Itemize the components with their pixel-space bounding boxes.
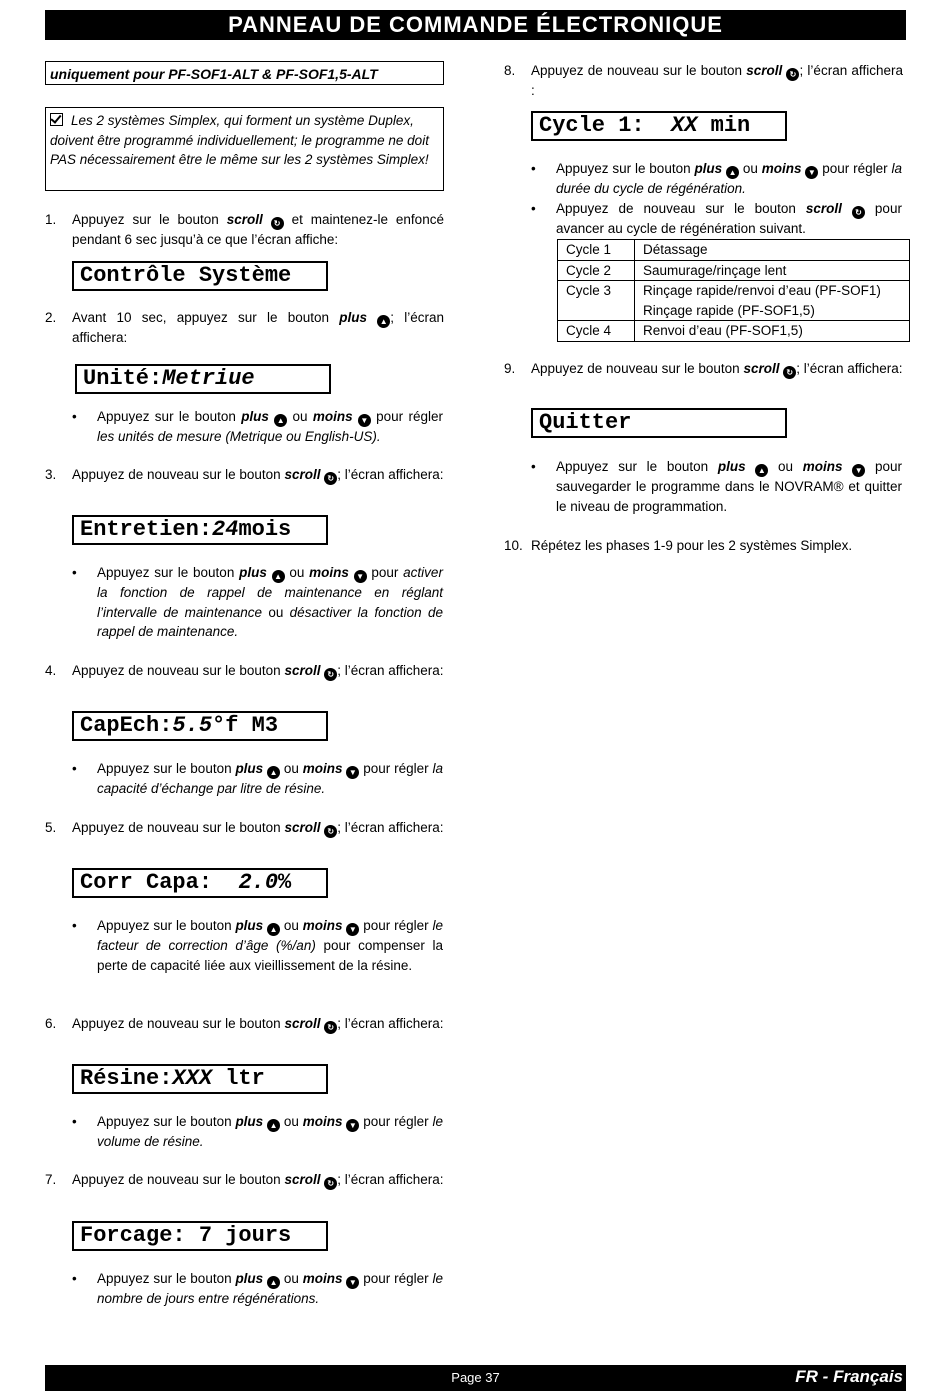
lcd-display: Forcage: 7 jours bbox=[72, 1221, 328, 1251]
step-text: Appuyez de nouveau sur le bouton bbox=[531, 361, 740, 376]
scroll-icon: ↻ bbox=[324, 472, 337, 485]
page-header: PANNEAU DE COMMANDE ÉLECTRONIQUE bbox=[45, 10, 906, 40]
lcd-display bbox=[531, 111, 787, 141]
table-row bbox=[558, 281, 910, 321]
step-number: 9. bbox=[504, 361, 516, 376]
down-arrow-icon: ▼ bbox=[852, 464, 865, 477]
plus-word: plus bbox=[235, 761, 264, 776]
scroll-word: scroll bbox=[226, 212, 263, 227]
bullet-text: désactiver la fonction de rappel de maintenance. bbox=[97, 604, 443, 639]
desc-cell bbox=[635, 281, 910, 321]
bullet-text: Appuyez sur le bouton bbox=[556, 459, 709, 474]
up-arrow-icon: ▲ bbox=[755, 464, 768, 477]
step-number: 1. bbox=[45, 212, 57, 227]
step-text: Appuyez de nouveau sur le bouton bbox=[72, 1016, 281, 1031]
bullet-text: pour bbox=[363, 1271, 391, 1286]
bullet-text: avancer au cycle de régénération suivant. bbox=[556, 221, 806, 236]
step-text: ; l’écran affichera: bbox=[72, 310, 444, 345]
scroll-icon: ↻ bbox=[271, 217, 284, 230]
lcd-label: Résine: bbox=[80, 1066, 173, 1091]
step-3 bbox=[45, 465, 444, 485]
bullet-text: pour compenser la perte de capacité liée aux vieillissement de la résine. bbox=[97, 938, 443, 973]
note-box bbox=[45, 107, 444, 191]
step-text: Répétez les phases 1-9 pour les 2 systèmes Simplex. bbox=[531, 538, 853, 553]
step-number: 6. bbox=[45, 1016, 57, 1031]
moins-word: moins bbox=[802, 459, 843, 474]
bullet-item bbox=[97, 407, 443, 447]
desc-cell: Saumurage/rinçage lent bbox=[635, 260, 910, 281]
bullet-text: régler bbox=[408, 409, 443, 424]
bullet-text: ou bbox=[292, 409, 308, 424]
step-number: 3. bbox=[45, 467, 57, 482]
up-arrow-icon: ▲ bbox=[267, 1119, 280, 1132]
plus-word: plus bbox=[239, 565, 267, 580]
lcd-label: Corr Capa: bbox=[80, 870, 239, 895]
bullet-text: ou bbox=[289, 565, 305, 580]
bullet-text: régler bbox=[394, 918, 429, 933]
scroll-word: scroll bbox=[805, 201, 842, 216]
cycle-cell: Cycle 3 bbox=[558, 281, 635, 321]
lcd-label: Cycle 1: bbox=[539, 113, 672, 138]
down-arrow-icon: ▼ bbox=[346, 1276, 359, 1289]
step-number: 5. bbox=[45, 820, 57, 835]
step-4 bbox=[45, 661, 444, 681]
bullet-text: régler bbox=[853, 161, 888, 176]
scroll-word: scroll bbox=[284, 1016, 321, 1031]
scroll-icon: ↻ bbox=[783, 366, 796, 379]
scroll-word: scroll bbox=[746, 63, 783, 78]
step-text: Avant 10 sec, appuyez sur le bouton bbox=[72, 310, 329, 325]
cycle-cell: Cycle 4 bbox=[558, 321, 635, 342]
scroll-word: scroll bbox=[284, 663, 321, 678]
moins-word: moins bbox=[302, 761, 343, 776]
step-text: ; l’écran affichera: bbox=[337, 1172, 444, 1187]
table-row bbox=[558, 321, 910, 342]
plus-word: plus bbox=[694, 161, 723, 176]
bullet-text: ou bbox=[283, 1271, 299, 1286]
bullet-text: pour bbox=[874, 459, 902, 474]
cycle-cell: Cycle 1 bbox=[558, 240, 635, 261]
step-text: ; l’écran affichera: bbox=[337, 820, 444, 835]
down-arrow-icon: ▼ bbox=[346, 923, 359, 936]
up-arrow-icon: ▲ bbox=[726, 166, 739, 179]
bullet-text: ou bbox=[283, 761, 299, 776]
lcd-unit: % bbox=[278, 870, 292, 895]
step-text: Appuyez de nouveau sur le bouton bbox=[531, 63, 742, 78]
lcd-label: CapEch: bbox=[80, 713, 173, 738]
bullet-text: la capacité d’échange par litre de résine. bbox=[97, 761, 443, 796]
table-row bbox=[558, 240, 910, 261]
up-arrow-icon: ▲ bbox=[267, 1276, 280, 1289]
bullet-text: pour bbox=[822, 161, 850, 176]
desc-cell: Détassage bbox=[635, 240, 910, 261]
step-1 bbox=[45, 210, 444, 250]
lcd-display bbox=[72, 711, 328, 741]
bullet-text: le facteur de correction d’âge (%/an) bbox=[97, 918, 443, 953]
down-arrow-icon: ▼ bbox=[354, 570, 367, 583]
desc-line: Rinçage rapide/renvoi d’eau (PF-SOF1) bbox=[643, 283, 881, 298]
scroll-word: scroll bbox=[284, 467, 321, 482]
bullet-text: pour bbox=[376, 409, 404, 424]
moins-word: moins bbox=[761, 161, 802, 176]
page-number: Page 37 bbox=[451, 1370, 500, 1385]
bullet-text: Appuyez sur le bouton bbox=[97, 409, 236, 424]
lcd-display: Contrôle Système bbox=[72, 261, 328, 291]
up-arrow-icon: ▲ bbox=[274, 414, 287, 427]
bullet-text: sauvegarder le programme dans le NOVRAM® et quitter le niveau de programmation. bbox=[556, 479, 902, 514]
bullet-text: ou bbox=[283, 918, 299, 933]
lcd-unit: °f M3 bbox=[212, 713, 279, 738]
up-arrow-icon: ▲ bbox=[267, 766, 280, 779]
lcd-value: 5.5 bbox=[172, 713, 213, 738]
scroll-word: scroll bbox=[284, 1172, 321, 1187]
scroll-icon: ↻ bbox=[786, 68, 799, 81]
step-text: ; l’écran affichera: bbox=[337, 467, 444, 482]
step-number: 2. bbox=[45, 310, 57, 325]
note-text: Les 2 systèmes Simplex, qui forment un système Duplex, doivent être programmé individuellement; le programme ne doit PAS nécessairement être le même sur les 2 systèmes Simplex! bbox=[50, 113, 429, 167]
lcd-value: XXX bbox=[172, 1066, 213, 1091]
scroll-icon: ↻ bbox=[324, 1177, 337, 1190]
step-text: Appuyez de nouveau sur le bouton bbox=[72, 1172, 281, 1187]
cycle-table bbox=[557, 239, 910, 342]
lcd-display bbox=[72, 1064, 328, 1094]
bullet-item bbox=[97, 916, 443, 975]
lcd-unit: ltr bbox=[212, 1066, 265, 1091]
step-text: ; l’écran affichera: bbox=[337, 663, 444, 678]
bullet-text: le nombre de jours entre régénérations. bbox=[97, 1271, 443, 1306]
step-6 bbox=[45, 1014, 444, 1034]
models-subtitle: uniquement pour PF-SOF1-ALT & PF-SOF1,5-ALT bbox=[45, 61, 444, 85]
step-text: Appuyez de nouveau sur le bouton bbox=[72, 467, 281, 482]
lcd-label: Entretien: bbox=[80, 517, 213, 542]
step-text: ; l’écran affichera: bbox=[337, 1016, 444, 1031]
up-arrow-icon: ▲ bbox=[272, 570, 285, 583]
step-number: 7. bbox=[45, 1172, 57, 1187]
step-number: 4. bbox=[45, 663, 57, 678]
bullet-text: pour bbox=[363, 1114, 391, 1129]
lcd-value: Metriue bbox=[162, 366, 255, 391]
step-2 bbox=[45, 308, 444, 348]
bullet-text: le volume de résine. bbox=[97, 1114, 443, 1149]
bullet-item bbox=[556, 159, 902, 199]
step-text: Appuyez de nouveau sur le bouton bbox=[72, 820, 281, 835]
scroll-icon: ↻ bbox=[852, 206, 865, 219]
table-row bbox=[558, 260, 910, 281]
bullet-text: pour bbox=[874, 201, 902, 216]
scroll-word: scroll bbox=[743, 361, 780, 376]
bullet-text: ou bbox=[283, 1114, 299, 1129]
down-arrow-icon: ▼ bbox=[346, 1119, 359, 1132]
bullet-text: ou bbox=[778, 459, 794, 474]
scroll-word: scroll bbox=[284, 820, 321, 835]
moins-word: moins bbox=[302, 1114, 343, 1129]
bullet-text: activer la fonction de rappel de maintenance en réglant l’intervalle de maintenance bbox=[97, 565, 443, 620]
bullet-text: ou bbox=[742, 161, 758, 176]
bullet-text: pour bbox=[363, 918, 391, 933]
bullet-text: régler bbox=[394, 761, 429, 776]
lcd-value: 24 bbox=[212, 517, 239, 542]
bullet-item bbox=[556, 199, 902, 239]
page-footer bbox=[45, 1365, 906, 1391]
step-text: ; l’écran affichera : bbox=[531, 63, 903, 98]
bullet-item bbox=[97, 759, 443, 799]
down-arrow-icon: ▼ bbox=[358, 414, 371, 427]
bullet-text: pour bbox=[371, 565, 399, 580]
scroll-icon: ↻ bbox=[324, 1021, 337, 1034]
up-arrow-icon: ▲ bbox=[267, 923, 280, 936]
step-number: 8. bbox=[504, 63, 516, 78]
bullet-text: pour bbox=[363, 761, 391, 776]
desc-cell: Renvoi d’eau (PF-SOF1,5) bbox=[635, 321, 910, 342]
bullet-text: Appuyez sur le bouton bbox=[97, 761, 232, 776]
moins-word: moins bbox=[309, 565, 349, 580]
step-text: ; l’écran affichera: bbox=[796, 361, 903, 376]
scroll-icon: ↻ bbox=[324, 825, 337, 838]
plus-word: plus bbox=[235, 918, 264, 933]
bullet-text: ou bbox=[268, 604, 284, 620]
up-arrow-icon: ▲ bbox=[377, 315, 390, 328]
lcd-display: Quitter bbox=[531, 408, 787, 438]
bullet-text: Appuyez de nouveau sur le bouton bbox=[556, 201, 796, 216]
lcd-unit: mois bbox=[238, 517, 292, 542]
step-number: 10. bbox=[504, 538, 523, 553]
moins-word: moins bbox=[302, 918, 343, 933]
plus-word: plus bbox=[717, 459, 746, 474]
plus-word: plus bbox=[235, 1114, 264, 1129]
moins-word: moins bbox=[302, 1271, 343, 1286]
bullet-item bbox=[97, 563, 443, 642]
bullet-text: Appuyez sur le bouton bbox=[556, 161, 691, 176]
bullet-text: régler bbox=[394, 1271, 429, 1286]
scroll-icon: ↻ bbox=[324, 668, 337, 681]
bullet-item bbox=[97, 1112, 443, 1152]
step-5 bbox=[45, 818, 444, 838]
plus-word: plus bbox=[339, 310, 367, 325]
step-10 bbox=[504, 536, 903, 556]
step-text: Appuyez sur le bouton bbox=[72, 212, 219, 227]
bullet-text: Appuyez sur le bouton bbox=[97, 918, 232, 933]
down-arrow-icon: ▼ bbox=[805, 166, 818, 179]
lcd-value: XX bbox=[671, 113, 698, 138]
down-arrow-icon: ▼ bbox=[346, 766, 359, 779]
step-7 bbox=[45, 1170, 444, 1190]
bullet-text: Appuyez sur le bouton bbox=[97, 565, 235, 580]
lcd-unit: min bbox=[697, 113, 751, 138]
lcd-display bbox=[75, 364, 331, 394]
bullet-text: Appuyez sur le bouton bbox=[97, 1271, 232, 1286]
bullet-text: régler bbox=[394, 1114, 429, 1129]
bullet-text: les unités de mesure (Metrique ou English-US). bbox=[97, 429, 381, 444]
step-text: et maintenez-le enfoncé pendant 6 sec jusqu’à ce que l’écran affiche: bbox=[72, 212, 444, 247]
bullet-item bbox=[97, 1269, 443, 1309]
language-label: FR - Français bbox=[795, 1367, 903, 1386]
checkbox-icon bbox=[50, 113, 63, 126]
bullet-text: la durée du cycle de régénération. bbox=[556, 161, 902, 196]
moins-word: moins bbox=[312, 409, 353, 424]
plus-word: plus bbox=[235, 1271, 264, 1286]
step-8 bbox=[504, 61, 903, 101]
step-9 bbox=[504, 359, 903, 379]
cycle-cell: Cycle 2 bbox=[558, 260, 635, 281]
desc-line: Rinçage rapide (PF-SOF1,5) bbox=[643, 302, 815, 318]
bullet-text: Appuyez sur le bouton bbox=[97, 1114, 232, 1129]
bullet-item bbox=[556, 457, 902, 516]
plus-word: plus bbox=[241, 409, 269, 424]
lcd-display bbox=[72, 515, 328, 545]
lcd-value: 2.0 bbox=[238, 870, 279, 895]
lcd-label: Unité: bbox=[83, 366, 163, 391]
step-text: Appuyez de nouveau sur le bouton bbox=[72, 663, 281, 678]
lcd-display bbox=[72, 868, 328, 898]
